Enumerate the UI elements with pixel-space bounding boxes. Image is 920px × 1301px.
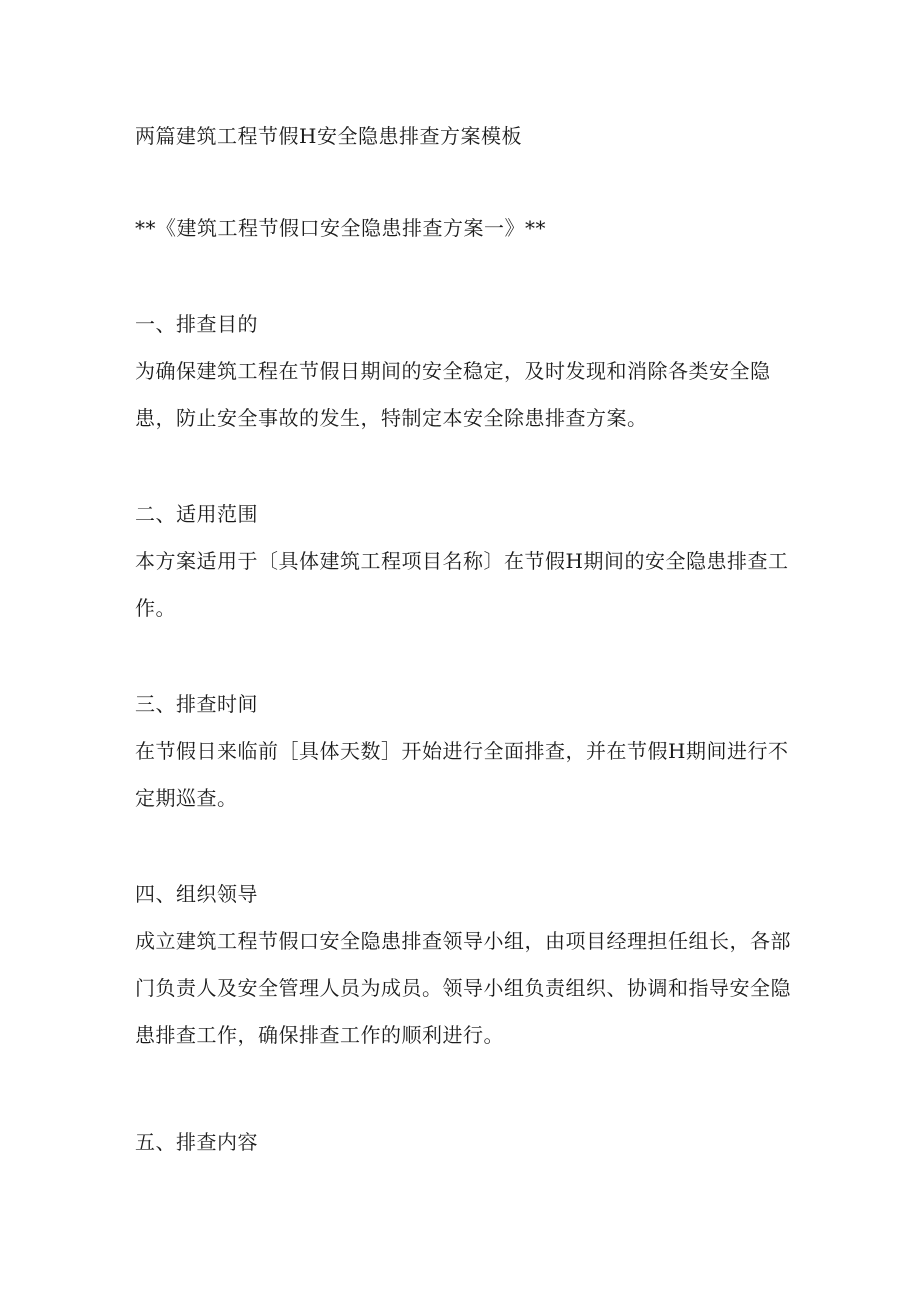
paragraph-line: 作。 <box>135 596 176 620</box>
section-heading: 四、组织领导 <box>135 882 258 906</box>
paragraph-line: 本方案适用于〔具体建筑工程项目名称〕在节假H期间的安全隐患排查工 <box>135 549 789 573</box>
paragraph-line: 门负责人及安全管理人员为成员。领导小组负责组织、协调和指导安全隐 <box>135 976 791 1000</box>
paragraph-line: 为确保建筑工程在节假日期间的安全稳定，及时发现和消除各类安全隐 <box>135 359 771 383</box>
paragraph-line: 在节假日来临前［具体天数］开始进行全面排查，并在节假H期间进行不 <box>135 739 789 763</box>
paragraph-line: 定期巡查。 <box>135 786 238 810</box>
section-heading: 三、排查时间 <box>135 692 258 716</box>
paragraph-line: 患，防止安全事故的发生，特制定本安全除患排查方案。 <box>135 406 648 430</box>
section-heading: 一、排查目的 <box>135 312 258 336</box>
paragraph-line: 成立建筑工程节假口安全隐患排查领导小组，由项目经理担任组长，各部 <box>135 929 791 953</box>
document-title: 两篇建筑工程节假H安全隐患排查方案模板 <box>135 124 522 148</box>
paragraph-line: 患排查工作，确保排查工作的顺利进行。 <box>135 1023 504 1047</box>
document-subtitle: **《建筑工程节假口安全隐患排查方案一》** <box>135 216 546 240</box>
section-heading: 五、排查内容 <box>135 1130 258 1154</box>
section-heading: 二、适用范围 <box>135 502 258 526</box>
